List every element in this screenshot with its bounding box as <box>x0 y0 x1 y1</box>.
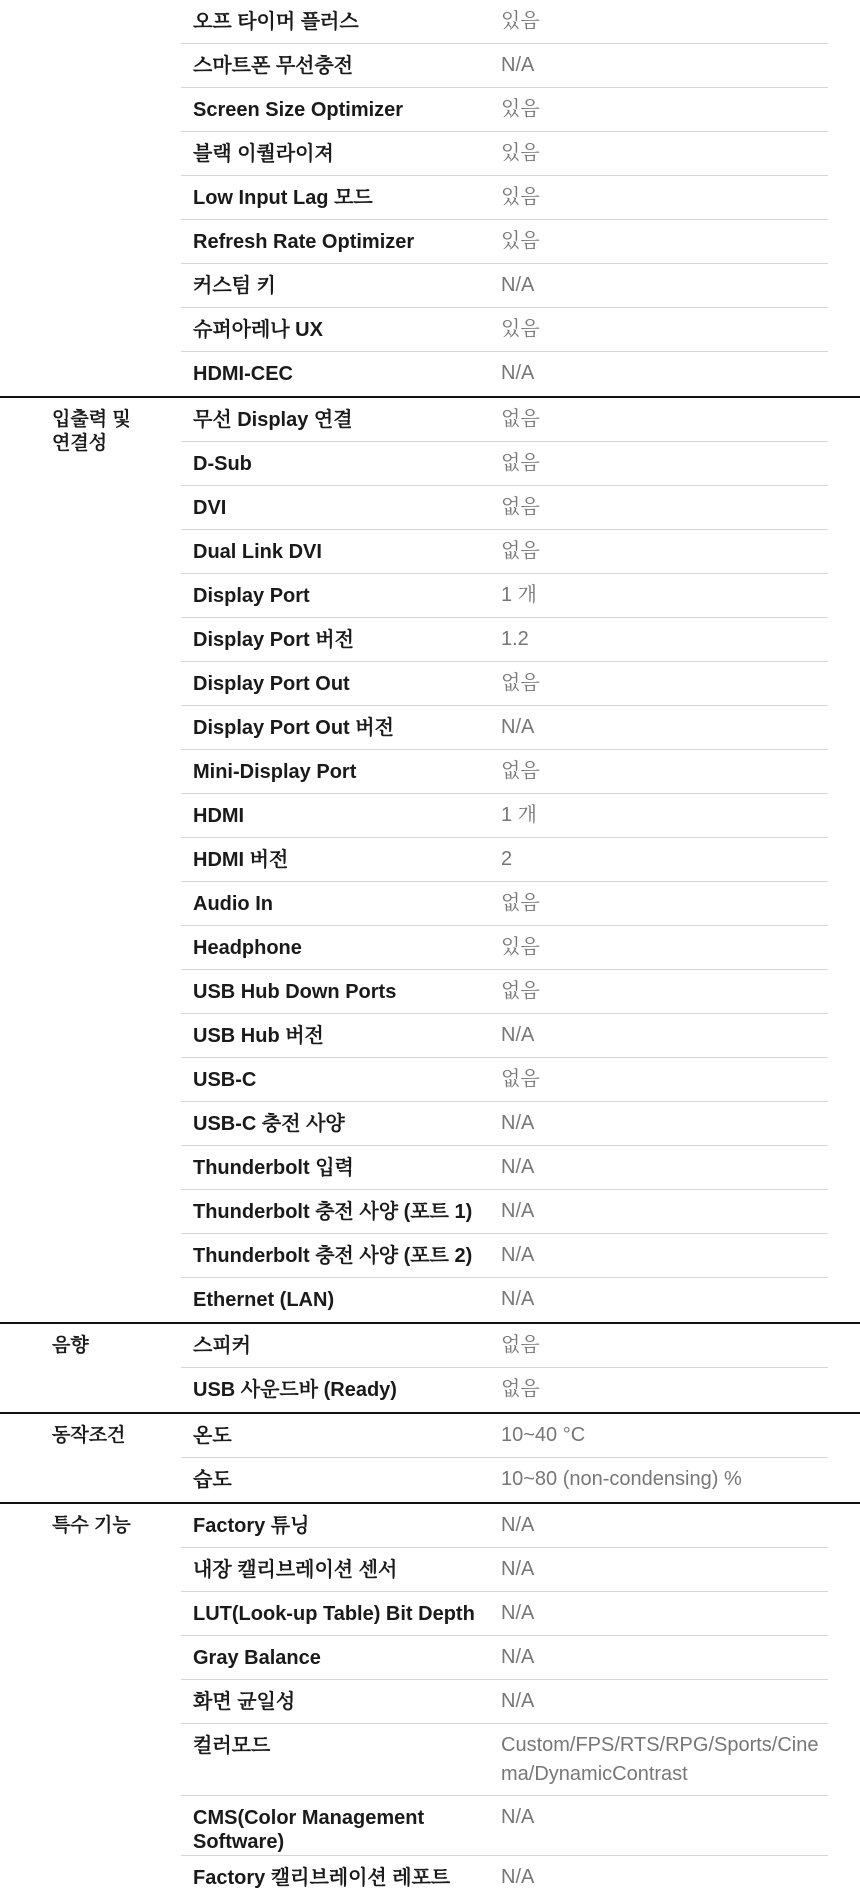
spec-value: N/A <box>501 54 535 76</box>
spec-row <box>181 1368 828 1412</box>
spec-label: 스피커 <box>193 1335 251 1357</box>
spec-label: Refresh Rate Optimizer <box>193 231 415 253</box>
spec-value: N/A <box>501 1866 535 1888</box>
spec-label: Display Port Out 버전 <box>193 717 394 739</box>
spec-row <box>181 1234 828 1278</box>
category-label: 특수 기능 <box>52 1515 131 1536</box>
spec-value: N/A <box>501 362 535 384</box>
spec-value: 1.2 <box>501 628 529 650</box>
spec-row <box>181 352 828 396</box>
spec-value: N/A <box>501 1690 535 1712</box>
spec-label: USB-C <box>193 1069 257 1091</box>
spec-row <box>181 1724 828 1796</box>
spec-row <box>181 794 828 838</box>
spec-value: 있음 <box>501 936 540 958</box>
spec-label: 스마트폰 무선충전 <box>193 55 354 77</box>
spec-value: 없음 <box>501 892 540 914</box>
spec-label: DVI <box>193 497 227 519</box>
spec-value: 있음 <box>501 10 540 32</box>
spec-label: HDMI-CEC <box>193 363 293 385</box>
spec-value: 없음 <box>501 672 540 694</box>
spec-value: 없음 <box>501 1068 540 1090</box>
spec-row <box>181 398 828 442</box>
spec-row <box>181 88 828 132</box>
spec-value: N/A <box>501 1602 535 1624</box>
spec-label: USB 사운드바 (Ready) <box>193 1379 397 1401</box>
spec-row <box>181 486 828 530</box>
spec-value: Custom/FPS/RTS/RPG/Sports/Cinema/DynamicContrast <box>501 1734 819 1785</box>
spec-row <box>181 706 828 750</box>
spec-value: 1 개 <box>501 584 537 606</box>
spec-value: 없음 <box>501 408 540 430</box>
section-rows <box>181 1324 828 1412</box>
spec-row <box>181 132 828 176</box>
spec-value: N/A <box>501 1514 535 1536</box>
spec-row <box>181 574 828 618</box>
spec-value: 1 개 <box>501 804 537 826</box>
spec-value: 없음 <box>501 452 540 474</box>
spec-label: 컬러모드 <box>193 1735 271 1757</box>
spec-label: 오프 타이머 플러스 <box>193 11 359 33</box>
spec-value: N/A <box>501 1024 535 1046</box>
spec-row <box>181 1324 828 1368</box>
spec-value: N/A <box>501 1288 535 1310</box>
spec-value: N/A <box>501 1646 535 1668</box>
spec-row <box>181 0 828 44</box>
spec-row <box>181 970 828 1014</box>
spec-row <box>181 1190 828 1234</box>
spec-value: 10~80 (non-condensing) % <box>501 1468 742 1490</box>
section-rows <box>181 0 828 396</box>
section-rows <box>181 1414 828 1502</box>
spec-label: 무선 Display 연결 <box>193 409 353 431</box>
spec-value: 있음 <box>501 142 540 164</box>
spec-label: HDMI <box>193 805 245 827</box>
spec-value: N/A <box>501 716 535 738</box>
spec-label: 커스텀 키 <box>193 275 276 297</box>
spec-value: 없음 <box>501 496 540 518</box>
spec-section <box>0 0 860 398</box>
spec-value: 없음 <box>501 760 540 782</box>
spec-label: 내장 캘리브레이션 센서 <box>193 1559 398 1581</box>
spec-row <box>181 1014 828 1058</box>
spec-section <box>0 1324 860 1414</box>
section-rows <box>181 398 828 1322</box>
spec-label: Factory 튜닝 <box>193 1515 310 1537</box>
spec-section <box>0 1504 860 1900</box>
spec-row <box>181 442 828 486</box>
spec-label: 화면 균일성 <box>193 1691 296 1713</box>
spec-label: Low Input Lag 모드 <box>193 187 373 209</box>
spec-label: USB Hub 버전 <box>193 1025 324 1047</box>
spec-label: D-Sub <box>193 453 252 475</box>
spec-value: 2 <box>501 848 513 870</box>
category-label: 음향 <box>52 1335 89 1356</box>
spec-row <box>181 1458 828 1502</box>
spec-label: USB Hub Down Ports <box>193 981 397 1003</box>
spec-section <box>0 398 860 1324</box>
spec-row <box>181 1278 828 1322</box>
spec-row <box>181 1548 828 1592</box>
spec-value: N/A <box>501 1200 535 1222</box>
spec-value: N/A <box>501 274 535 296</box>
spec-label: Dual Link DVI <box>193 541 322 563</box>
spec-row <box>181 1592 828 1636</box>
spec-label: Thunderbolt 충전 사양 (포트 2) <box>193 1245 473 1267</box>
spec-row <box>181 1414 828 1458</box>
spec-label: Screen Size Optimizer <box>193 99 404 121</box>
spec-row <box>181 926 828 970</box>
spec-label: Mini-Display Port <box>193 761 357 783</box>
spec-row <box>181 750 828 794</box>
spec-label: 온도 <box>193 1425 232 1447</box>
spec-row <box>181 220 828 264</box>
spec-value: N/A <box>501 1558 535 1580</box>
spec-label: Factory 캘리브레이션 레포트 <box>193 1867 451 1889</box>
spec-value: N/A <box>501 1244 535 1266</box>
category-label: 동작조건 <box>52 1425 126 1446</box>
section-category <box>0 1504 181 1900</box>
spec-label: Headphone <box>193 937 302 959</box>
spec-label: HDMI 버전 <box>193 849 289 871</box>
spec-label: LUT(Look-up Table) Bit Depth <box>193 1603 475 1625</box>
spec-value: 없음 <box>501 1378 540 1400</box>
spec-value: 없음 <box>501 540 540 562</box>
spec-row <box>181 308 828 352</box>
spec-row <box>181 176 828 220</box>
spec-value: N/A <box>501 1156 535 1178</box>
spec-label: USB-C 충전 사양 <box>193 1113 345 1135</box>
spec-value: N/A <box>501 1112 535 1134</box>
spec-row <box>181 264 828 308</box>
spec-row <box>181 618 828 662</box>
spec-label: 블랙 이퀄라이져 <box>193 143 334 165</box>
section-category <box>0 1414 181 1502</box>
spec-label: Gray Balance <box>193 1647 321 1669</box>
spec-row <box>181 44 828 88</box>
category-label: 입출력 및 연결성 <box>52 409 131 454</box>
spec-value: N/A <box>501 1806 535 1828</box>
spec-label: Thunderbolt 입력 <box>193 1157 354 1179</box>
spec-row <box>181 1796 828 1856</box>
spec-row <box>181 838 828 882</box>
spec-label: 습도 <box>193 1469 232 1491</box>
spec-row <box>181 1680 828 1724</box>
spec-row <box>181 1146 828 1190</box>
spec-value: 있음 <box>501 318 540 340</box>
spec-row <box>181 530 828 574</box>
spec-row <box>181 1636 828 1680</box>
spec-label: Ethernet (LAN) <box>193 1289 335 1311</box>
spec-value: 10~40 °C <box>501 1424 586 1446</box>
section-category <box>0 1324 181 1412</box>
spec-label: Audio In <box>193 893 273 915</box>
spec-label: Display Port 버전 <box>193 629 354 651</box>
section-rows <box>181 1504 828 1900</box>
spec-row <box>181 882 828 926</box>
spec-row <box>181 1856 828 1900</box>
spec-label: Display Port <box>193 585 310 607</box>
spec-section <box>0 1414 860 1504</box>
spec-label: 슈퍼아레나 UX <box>193 319 323 341</box>
spec-row <box>181 1504 828 1548</box>
section-category <box>0 398 181 1322</box>
spec-row <box>181 1102 828 1146</box>
spec-value: 있음 <box>501 98 540 120</box>
spec-row <box>181 1058 828 1102</box>
spec-value: 있음 <box>501 230 540 252</box>
spec-label: Display Port Out <box>193 673 350 695</box>
spec-row <box>181 662 828 706</box>
spec-label: CMS(Color Management Software) <box>193 1807 425 1853</box>
spec-value: 없음 <box>501 980 540 1002</box>
spec-label: Thunderbolt 충전 사양 (포트 1) <box>193 1201 473 1223</box>
spec-value: 있음 <box>501 186 540 208</box>
spec-value: 없음 <box>501 1334 540 1356</box>
section-category <box>0 0 181 396</box>
